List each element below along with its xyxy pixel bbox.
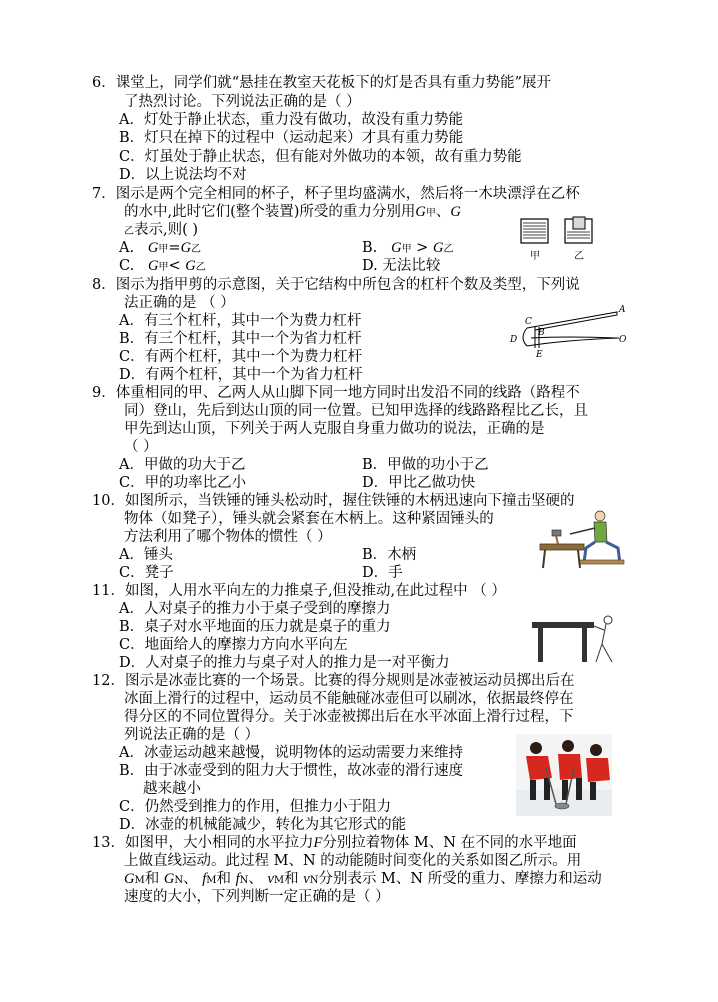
q9-stem-line1: 9．体重相同的甲、乙两人从山脚下同一地方同时出发沿不同的线路（路程不: [92, 385, 580, 401]
q12-stem-line3: 得分区的不同位置得分。关于冰壶被掷出后在水平冰面上滑行过程，下: [124, 709, 574, 725]
curling-players-icon: [516, 734, 612, 816]
point-o-label: O: [619, 335, 627, 345]
cup-yi-label: 乙: [574, 251, 584, 262]
curling-figure: [516, 734, 612, 816]
q8-option-c: C．有两个杠杆，其中一个为费力杠杆: [119, 349, 363, 365]
q12-option-c: C．仍然受到推力的作用，但推力小于阻力: [119, 799, 392, 815]
q11-option-d: D．人对桌子的推力与桌子对人的推力是一对平衡力: [119, 655, 450, 671]
q12-stem-line1: 12．图示是冰壶比赛的一个场景。比赛的得分规则是冰壶被运动员掷出后在: [92, 673, 575, 689]
nail-clipper-figure: [505, 302, 625, 360]
q11-stem-line1: 11．如图，人用水平向左的力推桌子,但没推动,在此过程中 （ ）: [92, 583, 506, 599]
q10-option-c: C．凳子: [119, 565, 174, 581]
q6-option-c: C．灯虽处于静止状态，但有能对外做功的本领，故有重力势能: [119, 149, 522, 165]
hammer-figure: [540, 508, 626, 572]
desk-person-icon: [532, 616, 612, 662]
q7-option-b: B. G甲 > G乙: [362, 240, 454, 256]
q9-option-b: B．甲做的功小于乙: [362, 457, 489, 473]
q8-option-a: A．有三个杠杆，其中一个为费力杠杆: [119, 313, 362, 329]
q10-option-d: D．手: [362, 565, 403, 581]
q11-option-a: A．人对桌子的推力小于桌子受到的摩擦力: [119, 601, 391, 617]
q7-option-c: C. G甲< G乙: [119, 258, 206, 274]
q10-option-b: B．木柄: [362, 547, 417, 563]
cups-figure: [516, 215, 600, 263]
q6-stem-line1: 6．课堂上，同学们就“悬挂在教室天花板下的灯是否具有重力势能”展开: [92, 75, 552, 91]
q6-option-d: D．以上说法均不对: [119, 167, 247, 183]
q12-stem-line2: 冰面上滑行的过程中，运动员不能触碰冰壶但可以刷冰，依据最终停在: [124, 691, 574, 707]
q8-option-d: D．有两个杠杆，其中一个为省力杠杆: [119, 367, 363, 383]
q9-stem-line3: 甲先到达山顶，下列关于两人克服自身重力做功的说法，正确的是: [124, 421, 545, 437]
q10-stem-line3: 方法利用了哪个物体的惯性（ ）: [124, 529, 332, 545]
q7-option-d: D. 无法比较: [362, 258, 441, 274]
q10-stem-line1: 10．如图所示，当铁锤的锤头松动时，握住铁锤的木柄迅速向下撞击坚硬的: [92, 493, 575, 509]
q9-option-a: A．甲做的功大于乙: [119, 457, 246, 473]
point-e-label: E: [536, 350, 543, 360]
q11-option-b: B．桌子对水平地面的压力就是桌子的重力: [119, 619, 391, 635]
q12-option-a: A．冰壶运动越来越慢，说明物体的运动需要力来维持: [119, 745, 463, 761]
q13-stem-line3: GM和 GN、 fM和 fN、 vM和 vN分别表示 M、N 所受的重力、摩擦力和运动: [124, 871, 602, 887]
q8-option-b: B．有三个杠杆，其中一个为省力杠杆: [119, 331, 362, 347]
q13-stem-line4: 速度的大小，下列判断一定正确的是（ ）: [124, 889, 390, 905]
q13-stem-line2: 上做直线运动。此过程 M、N 的动能随时间变化的关系如图乙所示。用: [124, 853, 582, 869]
push-desk-figure: [532, 614, 618, 668]
q12-option-b-line2: 越来越小: [143, 781, 201, 797]
q10-stem-line2: 物体（如凳子），锤头就会紧套在木柄上。这种紧固锤头的: [124, 511, 494, 527]
hammer-person-icon: [540, 511, 624, 568]
cup-jia-label: 甲: [530, 251, 540, 262]
q7-option-a: A. G甲=G乙: [119, 240, 202, 256]
q8-stem-line2: 法正确的是 （ ）: [124, 295, 235, 311]
q11-option-c: C．地面给人的摩擦力方向水平向左: [119, 637, 348, 653]
q6-option-a: A．灯处于静止状态，重力没有做功，故没有重力势能: [119, 112, 463, 128]
q12-option-d: D．冰壶的机械能减少，转化为其它形式的能: [119, 817, 407, 833]
q6-stem-line2: 了热烈讨论。下列说法正确的是（ ）: [124, 94, 361, 110]
q12-stem-line4: 列说法正确的是（ ）: [124, 727, 260, 743]
q10-option-a: A．锤头: [119, 547, 173, 563]
q8-stem-line1: 8．图示为指甲剪的示意图，关于它结构中所包含的杠杆个数及类型，下列说: [92, 277, 580, 293]
q7-stem-line2: 的水中,此时它们(整个装置)所受的重力分别用G甲、G: [124, 204, 461, 220]
q13-stem-line1: 13．如图甲，大小相同的水平拉力F分别拉着物体 M、N 在不同的水平地面: [92, 835, 577, 851]
point-b-label: B: [538, 328, 545, 338]
cup-jia-icon: [521, 219, 548, 243]
point-c-label: C: [525, 317, 532, 327]
q6-option-b: B．灯只在掉下的过程中（运动起来）才具有重力势能: [119, 130, 464, 146]
q7-stem-line3: 乙表示,则( ): [124, 222, 199, 238]
q9-option-c: C．甲的功率比乙小: [119, 475, 247, 491]
q9-stem-line2: 同）登山，先后到达山顶的同一位置。已知甲选择的线路路程比乙长，且: [124, 403, 588, 419]
q7-stem-line1: 7．图示是两个完全相同的杯子，杯子里均盛满水，然后将一木块漂浮在乙杯: [92, 186, 580, 202]
point-d-label: D: [510, 335, 518, 345]
cup-yi-icon: [565, 217, 592, 243]
q9-option-d: D．甲比乙做功快: [362, 475, 476, 491]
point-a-label: A: [619, 305, 626, 315]
q12-option-b-line1: B．由于冰壶受到的阻力大于惯性，故冰壶的滑行速度: [119, 763, 464, 779]
q9-stem-line4: （ ）: [124, 439, 158, 455]
